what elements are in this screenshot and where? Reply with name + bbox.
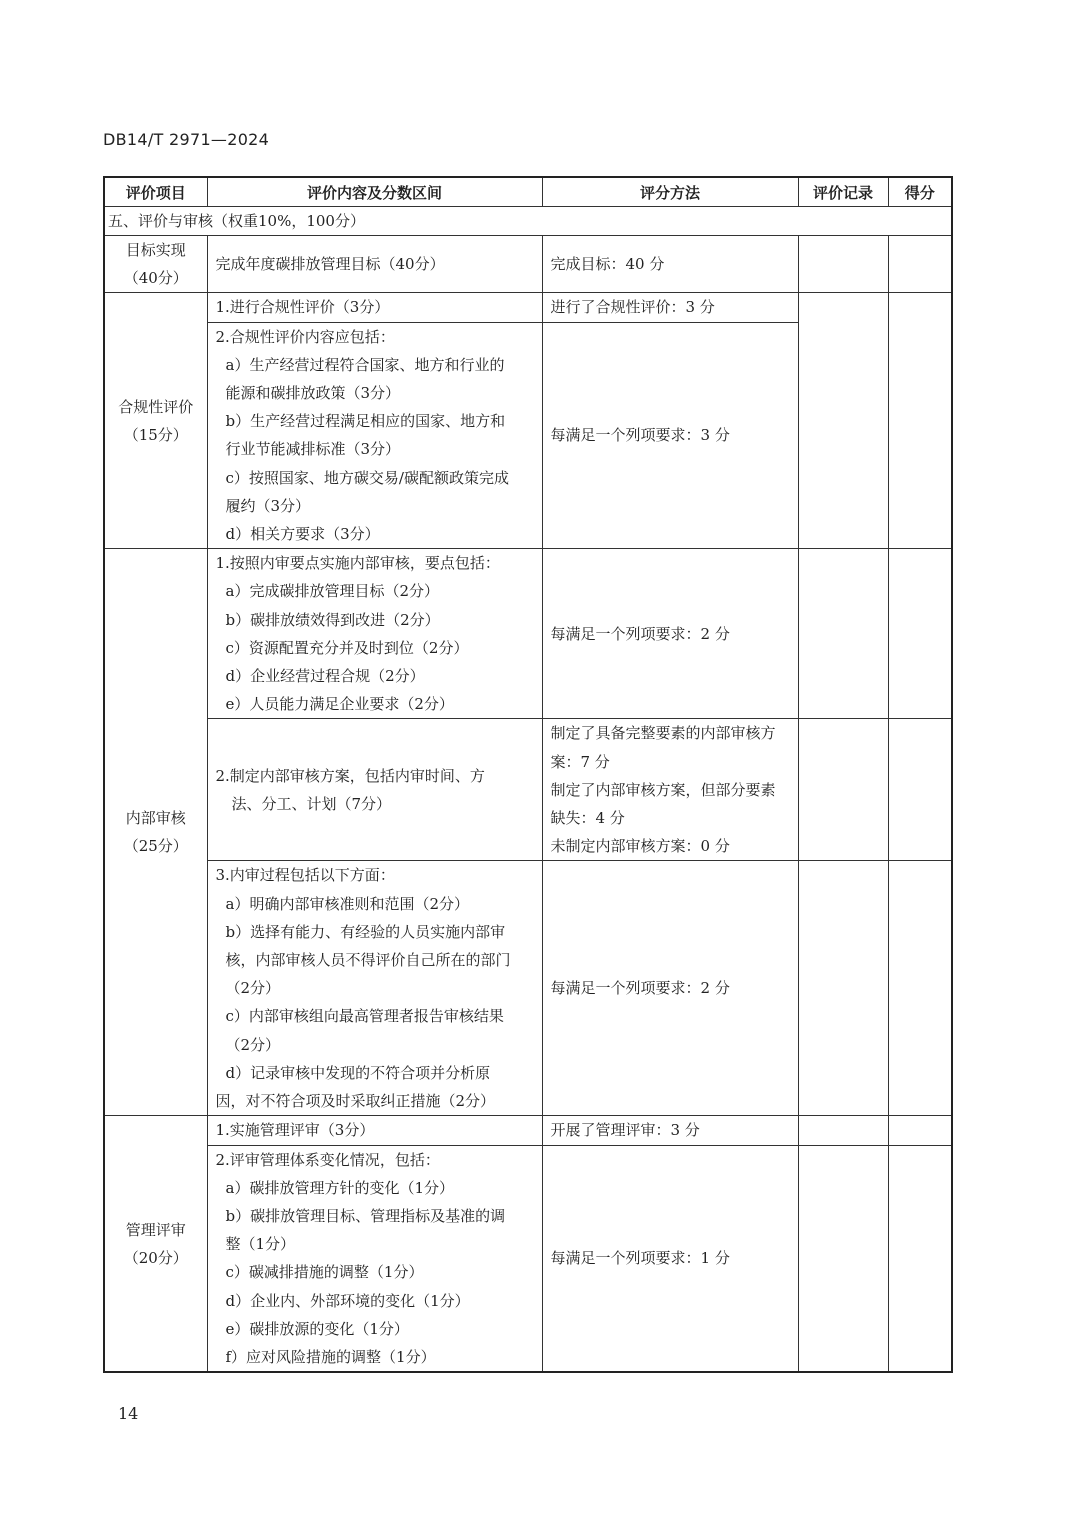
score-cell[interactable] [888,861,952,1116]
score-cell[interactable] [888,293,952,549]
header-cell: 评价项目 [104,177,207,207]
table-row [104,719,952,861]
content-cell: 2.评审管理体系变化情况，包括： a）碳排放管理方针的变化（1分） b）碳排放管理目标、管理指标及基准的调 整（1分） c）碳减排措施的调整（1分） d）企业内、外部环境的变化（1分） e）碳排放源的变化（1分） f）应对风险措施的调整（1分） [207,1145,542,1372]
record-cell[interactable] [798,549,888,719]
table-row [104,293,952,322]
content-cell: 2.制定内部审核方案，包括内审时间、方 法、分工、计划（7分） [207,719,542,861]
item-cell: 目标实现 （40分） [104,236,207,293]
record-cell[interactable] [798,236,888,293]
table-header-row [104,177,952,207]
content-cell: 1.实施管理评审（3分） [207,1116,542,1145]
score-cell[interactable] [888,236,952,293]
document-code: DB14/T 2971—2024 [103,130,270,149]
content-cell: 1.进行合规性评价（3分） [207,293,542,322]
score-cell[interactable] [888,719,952,861]
header-cell: 评价记录 [798,177,888,207]
table-row [104,861,952,1116]
table-row [104,549,952,719]
record-cell[interactable] [798,861,888,1116]
table-row [104,1116,952,1145]
item-cell: 合规性评价 （15分） [104,293,207,549]
table-row [104,236,952,293]
method-cell: 开展了管理评审：3 分 [542,1116,798,1145]
record-cell[interactable] [798,719,888,861]
item-cell: 管理评审 （20分） [104,1116,207,1372]
method-cell: 每满足一个列项要求：2 分 [542,549,798,719]
method-cell: 制定了具备完整要素的内部审核方 案：7 分 制定了内部审核方案，但部分要素 缺失：4 分 未制定内部审核方案：0 分 [542,719,798,861]
method-cell: 每满足一个列项要求：2 分 [542,861,798,1116]
method-cell: 完成目标：40 分 [542,236,798,293]
evaluation-table [103,176,953,1373]
record-cell[interactable] [798,293,888,549]
content-cell: 2.合规性评价内容应包括： a）生产经营过程符合国家、地方和行业的 能源和碳排放政策（3分） b）生产经营过程满足相应的国家、地方和 行业节能减排标准（3分） c）按照国家、地方碳交易/碳配额政策完成 履约（3分） d）相关方要求（3分） [207,322,542,549]
header-cell: 评价内容及分数区间 [207,177,542,207]
method-cell: 每满足一个列项要求：3 分 [542,322,798,549]
content-cell: 3.内审过程包括以下方面： a）明确内部审核准则和范围（2分） b）选择有能力、有经验的人员实施内部审 核，内部审核人员不得评价自己所在的部门 （2分） c）内部审核组向最高管理者报告审核结果 （2分） d）记录审核中发现的不符合项并分析原 因，对不符合项及时采取纠正措施（2分） [207,861,542,1116]
score-cell[interactable] [888,1145,952,1372]
table-row [104,1145,952,1372]
content-cell: 1.按照内审要点实施内部审核，要点包括： a）完成碳排放管理目标（2分） b）碳排放绩效得到改进（2分） c）资源配置充分并及时到位（2分） d）企业经营过程合规（2分） e）人员能力满足企业要求（2分） [207,549,542,719]
record-cell[interactable] [798,1116,888,1145]
section-row [104,207,952,236]
header-cell: 得分 [888,177,952,207]
header-cell: 评分方法 [542,177,798,207]
item-cell: 内部审核 （25分） [104,549,207,1116]
record-cell[interactable] [798,1145,888,1372]
score-cell[interactable] [888,549,952,719]
section-title: 五、评价与审核（权重10%，100分） [104,207,952,236]
content-cell: 完成年度碳排放管理目标（40分） [207,236,542,293]
page-number: 14 [118,1404,139,1423]
method-cell: 每满足一个列项要求：1 分 [542,1145,798,1372]
score-cell[interactable] [888,1116,952,1145]
method-cell: 进行了合规性评价：3 分 [542,293,798,322]
